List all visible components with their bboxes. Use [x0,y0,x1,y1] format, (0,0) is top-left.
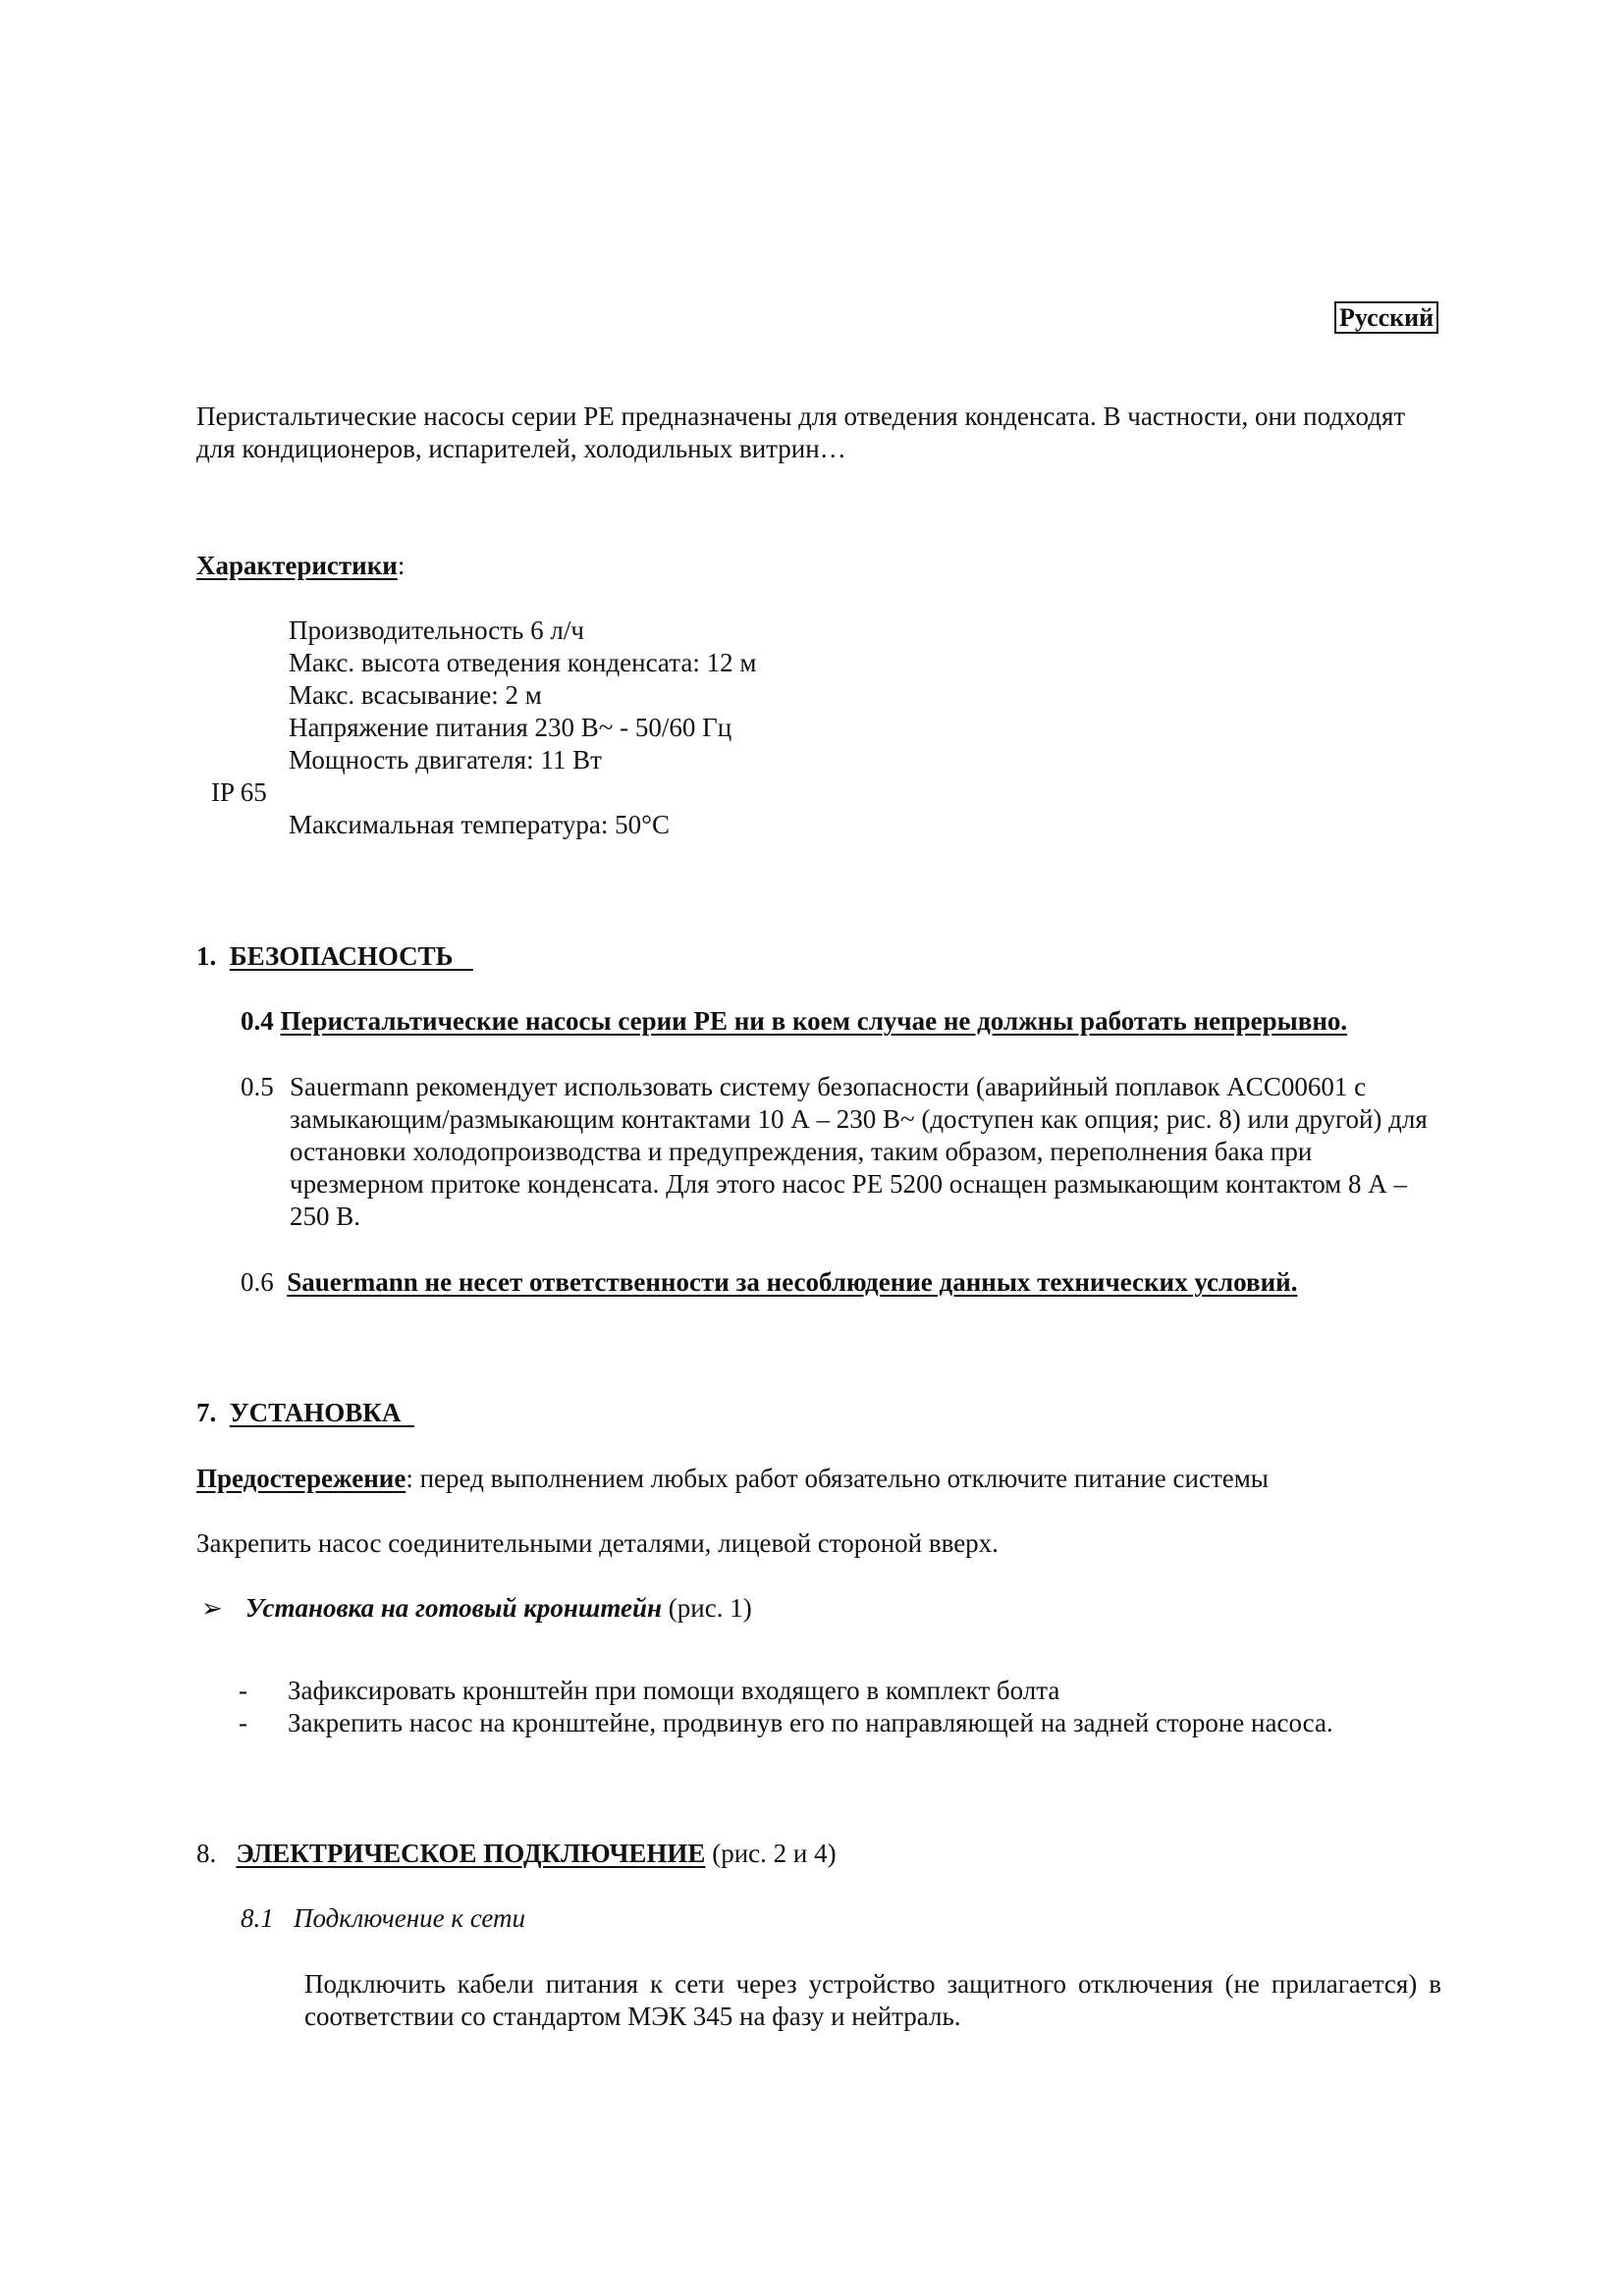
specs-list [289,614,756,776]
specs-heading: Характеристики: [196,551,406,580]
arrow-bullet-icon: ➢ [201,1594,223,1623]
language-label: Русский [1334,301,1438,334]
intro-paragraph: Перистальтические насосы серии РЕ предназначены для отведения конденсата. В частности, они подходят для кондиционеров, испарителей, холодильных витрин… [196,401,1406,463]
paragraph-0-5: 0.5 Sauermann рекомендует использовать систему безопасности (аварийный поплавок ACC00601 с замыкающим/размыкающим контактами 10 А – 230 В~ (доступен как опция; рис. 8) или другой) для остановки холодопроизводства и предупреждения, таким образом, переполнения бака при чрезмерном притоке конденсата. Для этого насос PE 5200 оснащен размыкающим контактом 8 А – 250 В. [241,1072,1428,1231]
spec-item: Напряжение питания 230 В~ - 50/60 Гц [289,713,732,742]
spec-item: Мощность двигателя: 11 Вт [289,745,602,774]
paragraph-0-4: 0.4 Перистальтические насосы серии РЕ ни в коем случае не должны работать непрерывно. [241,1006,1348,1036]
step-item: - Закрепить насос на кронштейне, продвинув его по направляющей на задней стороне насоса. [239,1708,1333,1737]
spec-item: Макс. всасывание: 2 м [289,680,542,710]
warning-line: Предостережение: перед выполнением любых работ обязательно отключите питание системы [196,1464,1269,1493]
mains-connection-paragraph: Подключить кабели питания к сети через устройство защитного отключения (не прилагается) в соответствии со стандартом МЭК 345 на фазу и нейтраль. [304,1969,1441,2031]
spec-item: Производительность 6 л/ч [289,615,584,645]
spec-item: Макс. высота отведения конденсата: 12 м [289,648,757,677]
dash-bullet-icon: - [239,1676,247,1705]
section-8-heading: 8. ЭЛЕКТРИЧЕСКОЕ ПОДКЛЮЧЕНИЕ (рис. 2 и 4) [196,1839,837,1868]
dash-bullet-icon: - [239,1708,247,1737]
step-item: - Зафиксировать кронштейн при помощи входящего в комплект болта [239,1676,1060,1705]
subsection-8-1-heading: 8.1 Подключение к сети [241,1903,526,1933]
paragraph-0-6: 0.6 Sauermann не несет ответственности за несоблюдение данных технических условий. [241,1267,1298,1297]
section-1-heading: 1. БЕЗОПАСНОСТЬ [196,941,454,971]
spec-ip-rating: IP 65 [211,777,267,807]
section-7-heading: 7. УСТАНОВКА [196,1398,402,1427]
fixing-instruction: Закрепить насос соединительными деталями, лицевой стороной вверх. [196,1528,999,1558]
bullet-bracket-installation: ➢ Установка на готовый кронштейн (рис. 1) [201,1593,752,1623]
spec-max-temperature: Максимальная температура: 50°С [289,810,670,839]
